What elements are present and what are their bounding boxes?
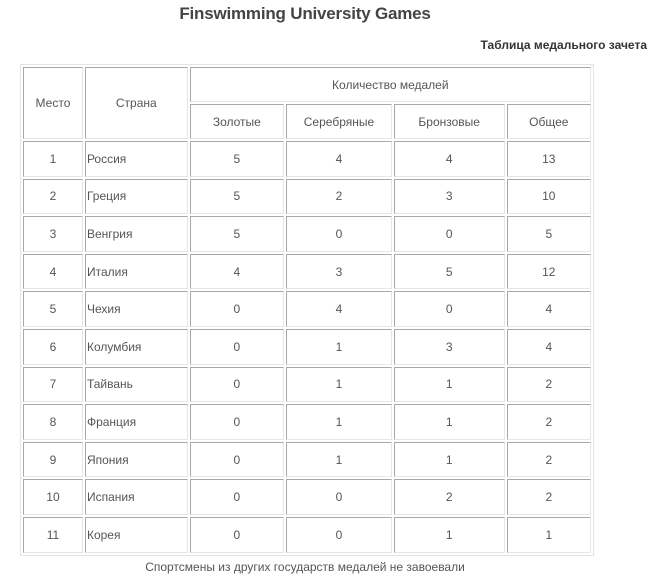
cell-gold: 0	[190, 517, 285, 553]
cell-bronze: 1	[394, 442, 505, 478]
cell-total: 5	[507, 216, 591, 252]
cell-total: 4	[507, 329, 591, 365]
cell-country: Греция	[85, 179, 188, 215]
cell-gold: 5	[190, 216, 285, 252]
cell-silver: 1	[286, 329, 392, 365]
cell-total: 13	[507, 141, 591, 177]
cell-silver: 4	[286, 141, 392, 177]
cell-total: 2	[507, 442, 591, 478]
cell-country: Италия	[85, 254, 188, 290]
cell-gold: 0	[190, 329, 285, 365]
header-row-1	[23, 67, 591, 102]
cell-silver: 1	[286, 404, 392, 440]
cell-country: Франция	[85, 404, 188, 440]
cell-place: 4	[23, 254, 83, 290]
cell-place: 6	[23, 329, 83, 365]
cell-bronze: 1	[394, 367, 505, 403]
cell-silver: 0	[286, 517, 392, 553]
header-gold: Золотые	[190, 104, 285, 139]
cell-gold: 0	[190, 479, 285, 515]
cell-total: 4	[507, 291, 591, 327]
page-title: Finswimming University Games	[179, 4, 431, 23]
footer-note: Спортсмены из других государств медалей не завоевали	[145, 560, 465, 574]
cell-country: Россия	[85, 141, 188, 177]
cell-bronze: 3	[394, 329, 505, 365]
cell-silver: 0	[286, 479, 392, 515]
table-row	[23, 216, 591, 252]
cell-place: 9	[23, 442, 83, 478]
cell-place: 8	[23, 404, 83, 440]
cell-gold: 5	[190, 141, 285, 177]
cell-total: 2	[507, 367, 591, 403]
cell-gold: 0	[190, 404, 285, 440]
table-row	[23, 367, 591, 403]
cell-gold: 0	[190, 442, 285, 478]
table-row	[23, 479, 591, 515]
cell-bronze: 0	[394, 291, 505, 327]
cell-bronze: 1	[394, 517, 505, 553]
header-bronze: Бронзовые	[394, 104, 505, 139]
header-medals-group: Количество медалей	[190, 67, 591, 102]
cell-place: 2	[23, 179, 83, 215]
table-caption: Таблица медального зачета	[480, 38, 647, 52]
cell-place: 7	[23, 367, 83, 403]
cell-bronze: 5	[394, 254, 505, 290]
cell-country: Венгрия	[85, 216, 188, 252]
header-total: Общее	[507, 104, 591, 139]
table-row	[23, 291, 591, 327]
header-place: Место	[23, 67, 83, 139]
cell-silver: 2	[286, 179, 392, 215]
cell-silver: 1	[286, 442, 392, 478]
cell-place: 1	[23, 141, 83, 177]
cell-silver: 4	[286, 291, 392, 327]
cell-gold: 0	[190, 291, 285, 327]
table-row	[23, 517, 591, 553]
cell-country: Корея	[85, 517, 188, 553]
header-country: Страна	[85, 67, 188, 139]
cell-bronze: 2	[394, 479, 505, 515]
table-row	[23, 329, 591, 365]
cell-place: 5	[23, 291, 83, 327]
cell-bronze: 0	[394, 216, 505, 252]
cell-place: 3	[23, 216, 83, 252]
cell-place: 11	[23, 517, 83, 553]
cell-gold: 5	[190, 179, 285, 215]
cell-bronze: 3	[394, 179, 505, 215]
table-row	[23, 404, 591, 440]
cell-country: Испания	[85, 479, 188, 515]
cell-bronze: 4	[394, 141, 505, 177]
cell-total: 10	[507, 179, 591, 215]
table-row	[23, 442, 591, 478]
cell-total: 2	[507, 404, 591, 440]
medal-table	[20, 64, 594, 556]
cell-total: 12	[507, 254, 591, 290]
cell-country: Колумбия	[85, 329, 188, 365]
cell-country: Чехия	[85, 291, 188, 327]
cell-silver: 3	[286, 254, 392, 290]
cell-total: 2	[507, 479, 591, 515]
cell-silver: 0	[286, 216, 392, 252]
cell-gold: 4	[190, 254, 285, 290]
table-row	[23, 254, 591, 290]
cell-total: 1	[507, 517, 591, 553]
cell-gold: 0	[190, 367, 285, 403]
cell-silver: 1	[286, 367, 392, 403]
cell-bronze: 1	[394, 404, 505, 440]
table-row	[23, 141, 591, 177]
table-row	[23, 179, 591, 215]
cell-place: 10	[23, 479, 83, 515]
cell-country: Япония	[85, 442, 188, 478]
header-silver: Серебряные	[286, 104, 392, 139]
cell-country: Тайвань	[85, 367, 188, 403]
